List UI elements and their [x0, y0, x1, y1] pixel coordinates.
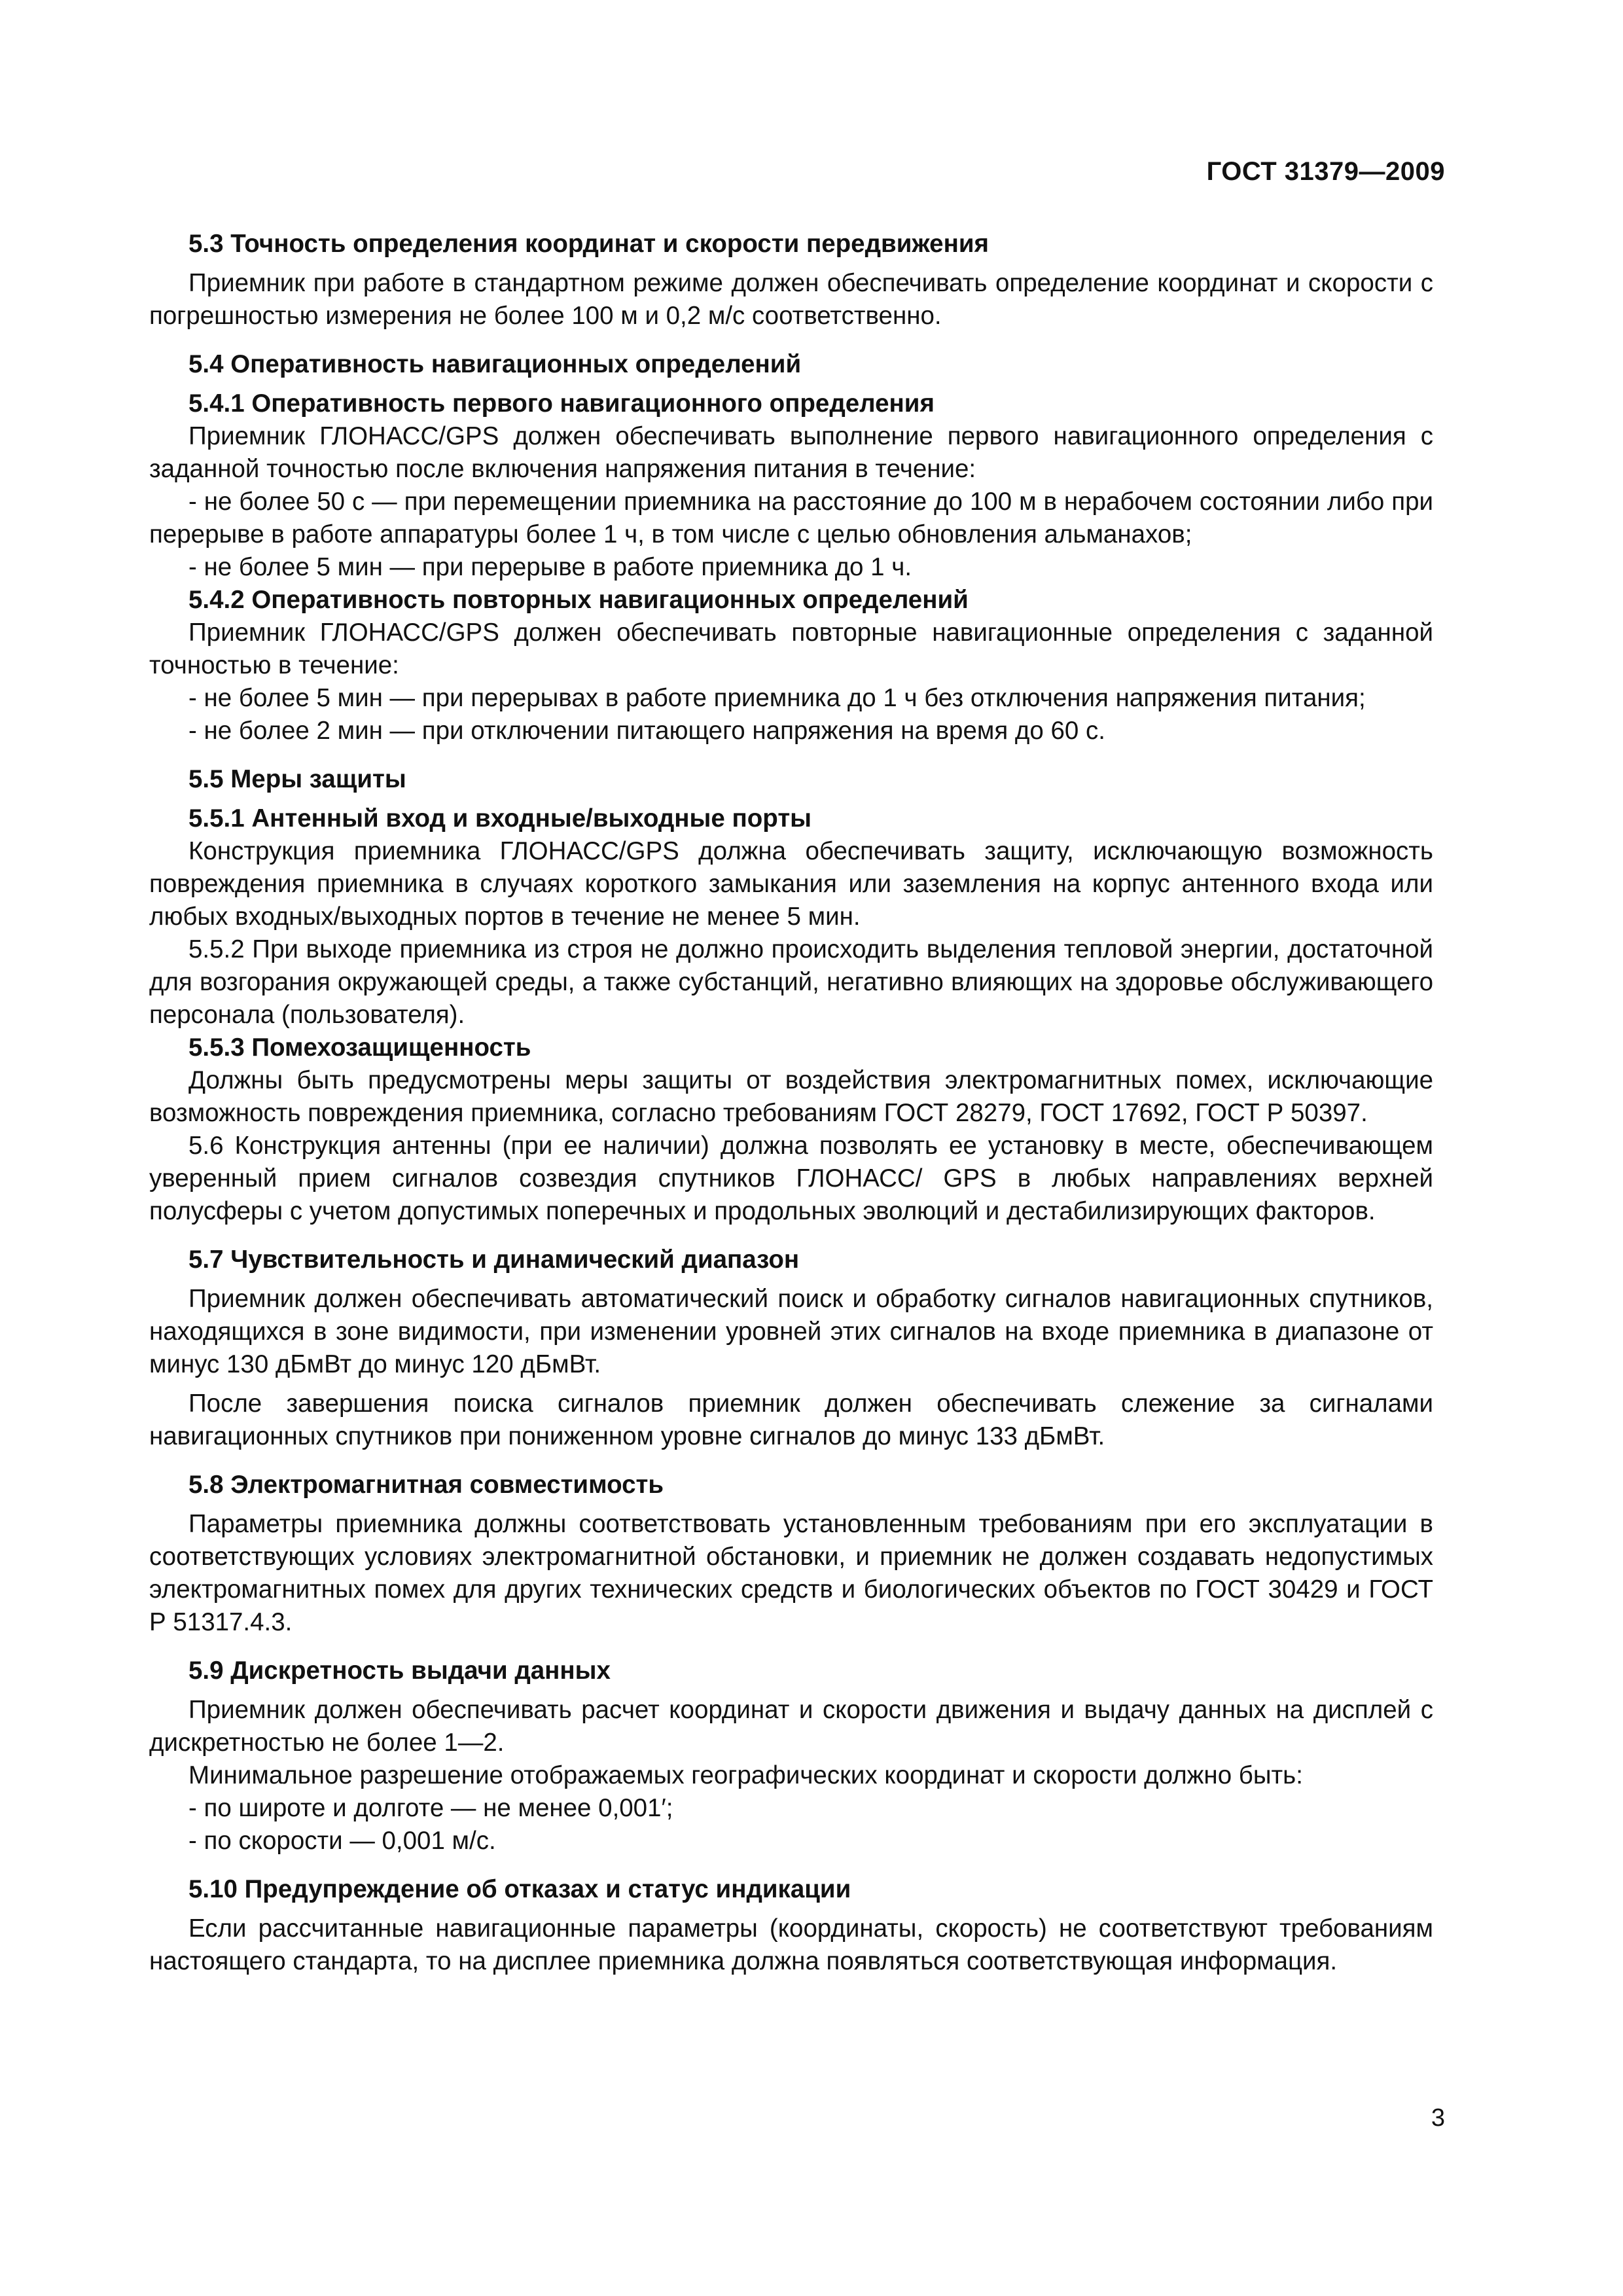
section-heading: 5.10 Предупреждение об отказах и статус индикации: [188, 1875, 851, 1903]
section-5-5-3: [149, 1031, 1433, 1228]
paragraph: Если рассчитанные навигационные параметры (координаты, скорость) не соответствуют требованиям настоящего стандарта, то на дисплее приемника должна появляться соответствующая информация.: [149, 1914, 1433, 1975]
paragraph: Приемник при работе в стандартном режиме должен обеспечивать определение координат и скорости с погрешностью измерения не более 100 м и 0,2 м/с соответственно.: [149, 269, 1433, 330]
document-body: [149, 228, 1433, 1978]
section-5-5: [149, 763, 1433, 796]
document-code: ГОСТ 31379—2009: [1206, 157, 1445, 186]
section-5-9: [149, 1655, 1433, 1857]
section-5-7: [149, 1244, 1433, 1453]
list-item: - не более 2 мин — при отключении питающего напряжения на время до 60 с.: [188, 717, 1105, 745]
list-item: - не более 5 мин — при перерывах в работе приемника до 1 ч без отключения напряжения питания;: [188, 684, 1366, 712]
section-5-8: [149, 1469, 1433, 1639]
section-5-3: [149, 228, 1433, 332]
section-heading: 5.5.1 Антенный вход и входные/выходные порты: [188, 804, 812, 833]
paragraph: Минимальное разрешение отображаемых географических координат и скорости должно быть:: [188, 1761, 1303, 1789]
section-heading: 5.8 Электромагнитная совместимость: [188, 1471, 664, 1499]
section-heading: 5.7 Чувствительность и динамический диапазон: [188, 1246, 800, 1274]
section-heading: 5.9 Дискретность выдачи данных: [188, 1657, 611, 1685]
list-item: - не более 50 с — при перемещении приемника на расстояние до 100 м в нерабочем состоянии либо при перерыве в работе аппаратуры более 1 ч, в том числе с целью обновления альманахов;: [149, 488, 1433, 548]
section-heading: 5.5.3 Помехозащищенность: [188, 1033, 531, 1062]
list-item: - не более 5 мин — при перерыве в работе приемника до 1 ч.: [188, 553, 912, 581]
paragraph: Конструкция приемника ГЛОНАСС/GPS должна обеспечивать защиту, исключающую возможность повреждения приемника в случаях короткого замыкания или заземления на корпус антенного входа или любых входных/выходных портов в течение не менее 5 мин.: [149, 837, 1433, 931]
paragraph: Приемник ГЛОНАСС/GPS должен обеспечивать повторные навигационные определения с заданной точностью в течение:: [149, 619, 1433, 679]
paragraph: Параметры приемника должны соответствовать установленным требованиям при его эксплуатации в соответствующих условиях электромагнитной обстановки, и приемник не должен создавать недопустимых электромагнитных помех для других технических средств и биологических объектов по ГОСТ 30429 и ГОСТ Р 51317.4.3.: [149, 1510, 1433, 1636]
section-5-10: [149, 1873, 1433, 1978]
section-heading: 5.4 Оперативность навигационных определений: [188, 350, 802, 378]
section-5-4-1: [149, 387, 1433, 584]
paragraph: После завершения поиска сигналов приемник должен обеспечивать слежение за сигналами навигационных спутников при пониженном уровне сигналов до минус 133 дБмВт.: [149, 1390, 1433, 1450]
list-item: - по широте и долготе — не менее 0,001′;: [188, 1794, 673, 1822]
paragraph: Приемник должен обеспечивать расчет координат и скорости движения и выдачу данных на дисплей с дискретностью не более 1—2.: [149, 1696, 1433, 1757]
paragraph: Должны быть предусмотрены меры защиты от воздействия электромагнитных помех, исключающие возможность повреждения приемника, согласно требованиям ГОСТ 28279, ГОСТ 17692, ГОСТ Р 50397.: [149, 1066, 1433, 1127]
paragraph: Приемник ГЛОНАСС/GPS должен обеспечивать выполнение первого навигационного определения с заданной точностью после включения напряжения питания в течение:: [149, 422, 1433, 483]
list-item: - по скорости — 0,001 м/с.: [188, 1827, 496, 1855]
paragraph: 5.5.2 При выходе приемника из строя не должно происходить выделения тепловой энергии, достаточной для возгорания окружающей среды, а также субстанций, негативно влияющих на здоровье обслуживающего персонала (пользователя).: [149, 935, 1433, 1029]
section-5-4: [149, 348, 1433, 381]
section-heading: 5.4.2 Оперативность повторных навигационных определений: [188, 586, 969, 614]
paragraph: Приемник должен обеспечивать автоматический поиск и обработку сигналов навигационных спутников, находящихся в зоне видимости, при изменении уровней этих сигналов на входе приемника в диапазоне от минус 130 дБмВт до минус 120 дБмВт.: [149, 1285, 1433, 1378]
section-heading: 5.5 Меры защиты: [188, 765, 406, 793]
section-5-4-2: [149, 584, 1433, 747]
section-heading: 5.4.1 Оперативность первого навигационного определения: [188, 389, 935, 418]
section-5-5-1: [149, 802, 1433, 1031]
page-number: 3: [1431, 2104, 1445, 2132]
section-heading: 5.3 Точность определения координат и скорости передвижения: [188, 230, 989, 258]
paragraph: 5.6 Конструкция антенны (при ее наличии) должна позволять ее установку в месте, обеспечивающем уверенный прием сигналов созвездия спутников ГЛОНАСС/ GPS в любых направлениях верхней полусферы с учетом допустимых поперечных и продольных эволюций и дестабилизирующих факторов.: [149, 1132, 1433, 1225]
